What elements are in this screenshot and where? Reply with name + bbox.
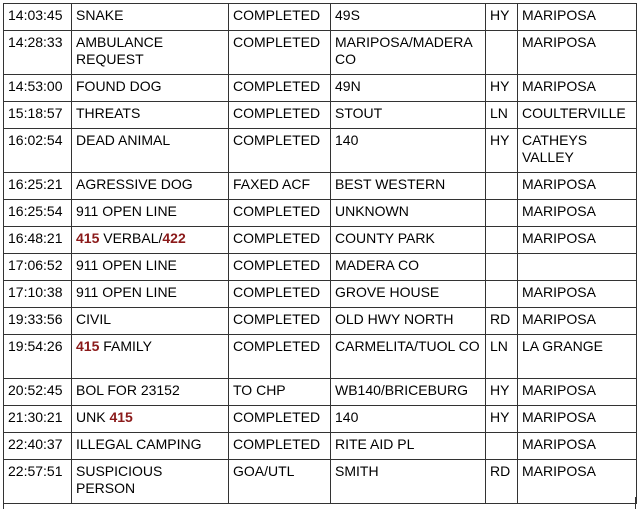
- incident-cell: [72, 406, 229, 433]
- location-code-cell: HY: [486, 379, 518, 406]
- incident-cell: FOUND DOG: [72, 75, 229, 102]
- penal-code: 415: [76, 230, 100, 246]
- incident-cell: DEAD ANIMAL: [72, 129, 229, 173]
- location-code-cell: [486, 433, 518, 460]
- location-cell: 140: [331, 129, 486, 173]
- city-cell: MARIPOSA: [518, 200, 637, 227]
- location-code-cell: HY: [486, 406, 518, 433]
- status-cell: COMPLETED: [229, 102, 331, 129]
- status-cell: COMPLETED: [229, 308, 331, 335]
- city-cell: [518, 254, 637, 281]
- table-row: [4, 75, 637, 102]
- city-cell: MARIPOSA: [518, 460, 637, 504]
- location-code-cell: [486, 173, 518, 200]
- status-cell: COMPLETED: [229, 227, 331, 254]
- location-cell: WB140/BRICEBURG: [331, 379, 486, 406]
- status-cell: COMPLETED: [229, 254, 331, 281]
- table-row: [4, 200, 637, 227]
- time-cell: 22:57:51: [4, 460, 72, 504]
- location-cell: UNKNOWN: [331, 200, 486, 227]
- table-row: [4, 129, 637, 173]
- location-code-cell: RD: [486, 460, 518, 504]
- incident-cell: SNAKE: [72, 4, 229, 31]
- location-cell: STOUT: [331, 102, 486, 129]
- table-row: [4, 406, 637, 433]
- time-cell: 16:02:54: [4, 129, 72, 173]
- table-row: [4, 433, 637, 460]
- incident-text: UNK: [76, 409, 110, 425]
- location-code-cell: HY: [486, 75, 518, 102]
- status-cell: COMPLETED: [229, 31, 331, 75]
- time-cell: 14:28:33: [4, 31, 72, 75]
- time-cell: 16:25:54: [4, 200, 72, 227]
- location-cell: OLD HWY NORTH: [331, 308, 486, 335]
- status-cell: COMPLETED: [229, 129, 331, 173]
- city-cell: MARIPOSA: [518, 379, 637, 406]
- table-row: [4, 308, 637, 335]
- incident-cell: AGRESSIVE DOG: [72, 173, 229, 200]
- status-cell: COMPLETED: [229, 281, 331, 308]
- city-cell: MARIPOSA: [518, 227, 637, 254]
- time-cell: 14:03:45: [4, 4, 72, 31]
- incident-text: VERBAL/: [99, 230, 163, 246]
- location-cell: 140: [331, 406, 486, 433]
- status-cell: COMPLETED: [229, 200, 331, 227]
- penal-code: 422: [162, 230, 186, 246]
- incident-cell: AMBULANCE REQUEST: [72, 31, 229, 75]
- incident-cell: BOL FOR 23152: [72, 379, 229, 406]
- status-cell: COMPLETED: [229, 75, 331, 102]
- status-cell: COMPLETED: [229, 406, 331, 433]
- penal-code: 415: [109, 409, 133, 425]
- city-cell: LA GRANGE: [518, 335, 637, 379]
- table-row: [4, 254, 637, 281]
- status-cell: GOA/UTL: [229, 460, 331, 504]
- location-cell: BEST WESTERN: [331, 173, 486, 200]
- location-code-cell: [486, 254, 518, 281]
- incident-cell: 911 OPEN LINE: [72, 200, 229, 227]
- table-row: [4, 4, 637, 31]
- city-cell: MARIPOSA: [518, 75, 637, 102]
- city-cell: MARIPOSA: [518, 4, 637, 31]
- city-cell: CATHEYS VALLEY: [518, 129, 637, 173]
- incident-log-table: [3, 3, 637, 504]
- location-code-cell: [486, 200, 518, 227]
- location-cell: MADERA CO: [331, 254, 486, 281]
- table-continuation: [3, 497, 636, 509]
- location-code-cell: LN: [486, 335, 518, 379]
- time-cell: 19:33:56: [4, 308, 72, 335]
- table-row: [4, 379, 637, 406]
- time-cell: 22:40:37: [4, 433, 72, 460]
- city-cell: MARIPOSA: [518, 433, 637, 460]
- location-cell: RITE AID PL: [331, 433, 486, 460]
- table-row: [4, 335, 637, 379]
- incident-text: FAMILY: [99, 338, 153, 354]
- time-cell: 19:54:26: [4, 335, 72, 379]
- table-row: [4, 173, 637, 200]
- location-code-cell: [486, 31, 518, 75]
- time-cell: 20:52:45: [4, 379, 72, 406]
- incident-cell: [72, 335, 229, 379]
- city-cell: MARIPOSA: [518, 406, 637, 433]
- location-cell: COUNTY PARK: [331, 227, 486, 254]
- table-row: [4, 102, 637, 129]
- time-cell: 21:30:21: [4, 406, 72, 433]
- time-cell: 16:48:21: [4, 227, 72, 254]
- status-cell: COMPLETED: [229, 335, 331, 379]
- location-cell: GROVE HOUSE: [331, 281, 486, 308]
- city-cell: MARIPOSA: [518, 31, 637, 75]
- time-cell: 15:18:57: [4, 102, 72, 129]
- location-code-cell: RD: [486, 308, 518, 335]
- incident-cell: 911 OPEN LINE: [72, 254, 229, 281]
- time-cell: 17:06:52: [4, 254, 72, 281]
- incident-cell: ILLEGAL CAMPING: [72, 433, 229, 460]
- location-code-cell: LN: [486, 102, 518, 129]
- table-row: [4, 227, 637, 254]
- status-cell: FAXED ACF: [229, 173, 331, 200]
- time-cell: 17:10:38: [4, 281, 72, 308]
- table-row: [4, 31, 637, 75]
- incident-cell: SUSPICIOUS PERSON: [72, 460, 229, 504]
- status-cell: COMPLETED: [229, 433, 331, 460]
- table-row: [4, 281, 637, 308]
- incident-cell: 911 OPEN LINE: [72, 281, 229, 308]
- incident-cell: CIVIL: [72, 308, 229, 335]
- location-code-cell: [486, 227, 518, 254]
- location-cell: SMITH: [331, 460, 486, 504]
- location-code-cell: [486, 281, 518, 308]
- penal-code: 415: [76, 338, 100, 354]
- status-cell: COMPLETED: [229, 4, 331, 31]
- location-cell: 49S: [331, 4, 486, 31]
- time-cell: 14:53:00: [4, 75, 72, 102]
- time-cell: 16:25:21: [4, 173, 72, 200]
- status-cell: TO CHP: [229, 379, 331, 406]
- location-cell: MARIPOSA/MADERA CO: [331, 31, 486, 75]
- location-cell: 49N: [331, 75, 486, 102]
- city-cell: MARIPOSA: [518, 281, 637, 308]
- city-cell: MARIPOSA: [518, 173, 637, 200]
- incident-cell: [72, 227, 229, 254]
- city-cell: MARIPOSA: [518, 308, 637, 335]
- location-cell: CARMELITA/TUOL CO: [331, 335, 486, 379]
- location-code-cell: HY: [486, 129, 518, 173]
- incident-cell: THREATS: [72, 102, 229, 129]
- location-code-cell: HY: [486, 4, 518, 31]
- city-cell: COULTERVILLE: [518, 102, 637, 129]
